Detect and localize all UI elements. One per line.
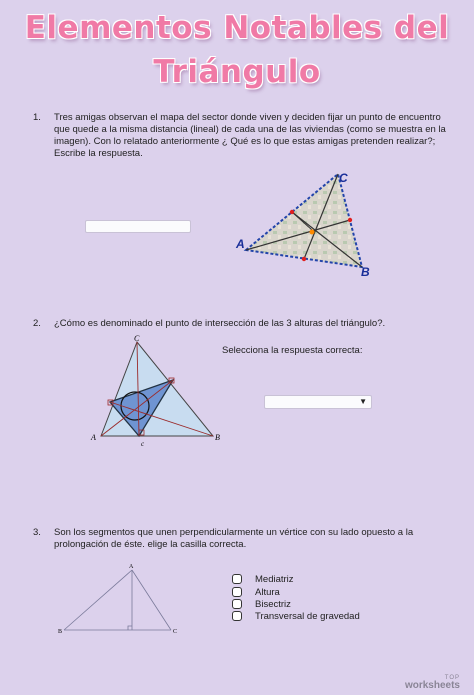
- question-2-figure: [88, 334, 228, 448]
- label-a: A: [236, 237, 245, 251]
- question-3-figure: [54, 560, 184, 640]
- brand-name: worksheets: [404, 680, 460, 691]
- question-1-text: Tres amigas observan el mapa del sector donde viven y deciden fijar un punto de encuentro que quede a la misma distancia (lineal) de cada una de las viviendas (como se muestra en la imagen). Con lo relatado anteriormente ¿ Qué es lo que estas amigas pretenden realizar?; Escribe la respuesta.: [54, 112, 446, 159]
- label-a: A: [129, 564, 134, 570]
- chevron-down-icon: ▼: [359, 397, 367, 406]
- title-line-1: Elementos Notables del: [24, 10, 450, 46]
- label-c: C: [173, 629, 178, 635]
- label-c: C: [339, 171, 348, 185]
- question-1-answer-input[interactable]: [85, 220, 191, 233]
- midpoint-ac: [290, 210, 294, 214]
- question-2-prompt: Selecciona la respuesta correcta:: [222, 345, 363, 356]
- label-a: A: [91, 433, 96, 442]
- right-angle-mark: [128, 626, 132, 630]
- option-label: Altura: [255, 587, 280, 598]
- midpoint-bc: [348, 218, 352, 222]
- checkbox[interactable]: [232, 611, 242, 621]
- brand-top: TOP: [444, 675, 460, 681]
- question-3-number: 3.: [33, 527, 41, 538]
- meeting-point: [310, 230, 315, 235]
- question-1-number: 1.: [33, 112, 41, 123]
- option-label: Transversal de gravedad: [255, 611, 360, 622]
- checkbox[interactable]: [232, 587, 242, 597]
- question-2-number: 2.: [33, 318, 41, 329]
- brand-logo: [405, 675, 460, 691]
- option-label: Bisectriz: [255, 599, 291, 610]
- label-b: B: [361, 265, 370, 278]
- option-label: Mediatriz: [255, 574, 294, 585]
- question-2-select[interactable]: [264, 395, 372, 409]
- label-c: C: [134, 334, 140, 343]
- title-line-2: Triángulo: [153, 54, 321, 90]
- question-2-text: ¿Cómo es denominado el punto de intersección de las 3 alturas del triángulo?.: [54, 318, 386, 329]
- checkbox[interactable]: [232, 599, 242, 609]
- checkbox[interactable]: [232, 574, 242, 584]
- side-ab: [64, 570, 132, 630]
- side-ac: [132, 570, 171, 630]
- label-foot-c: c: [141, 440, 145, 448]
- label-b: B: [58, 629, 63, 635]
- label-b: B: [215, 433, 220, 442]
- question-1-figure: [232, 170, 378, 278]
- page-title: [0, 6, 474, 94]
- midpoint-ab: [302, 257, 306, 261]
- question-3-text: Son los segmentos que unen perpendicularmente un vértice con su lado opuesto a la prolongación de éste. elige la casilla correcta.: [54, 527, 414, 550]
